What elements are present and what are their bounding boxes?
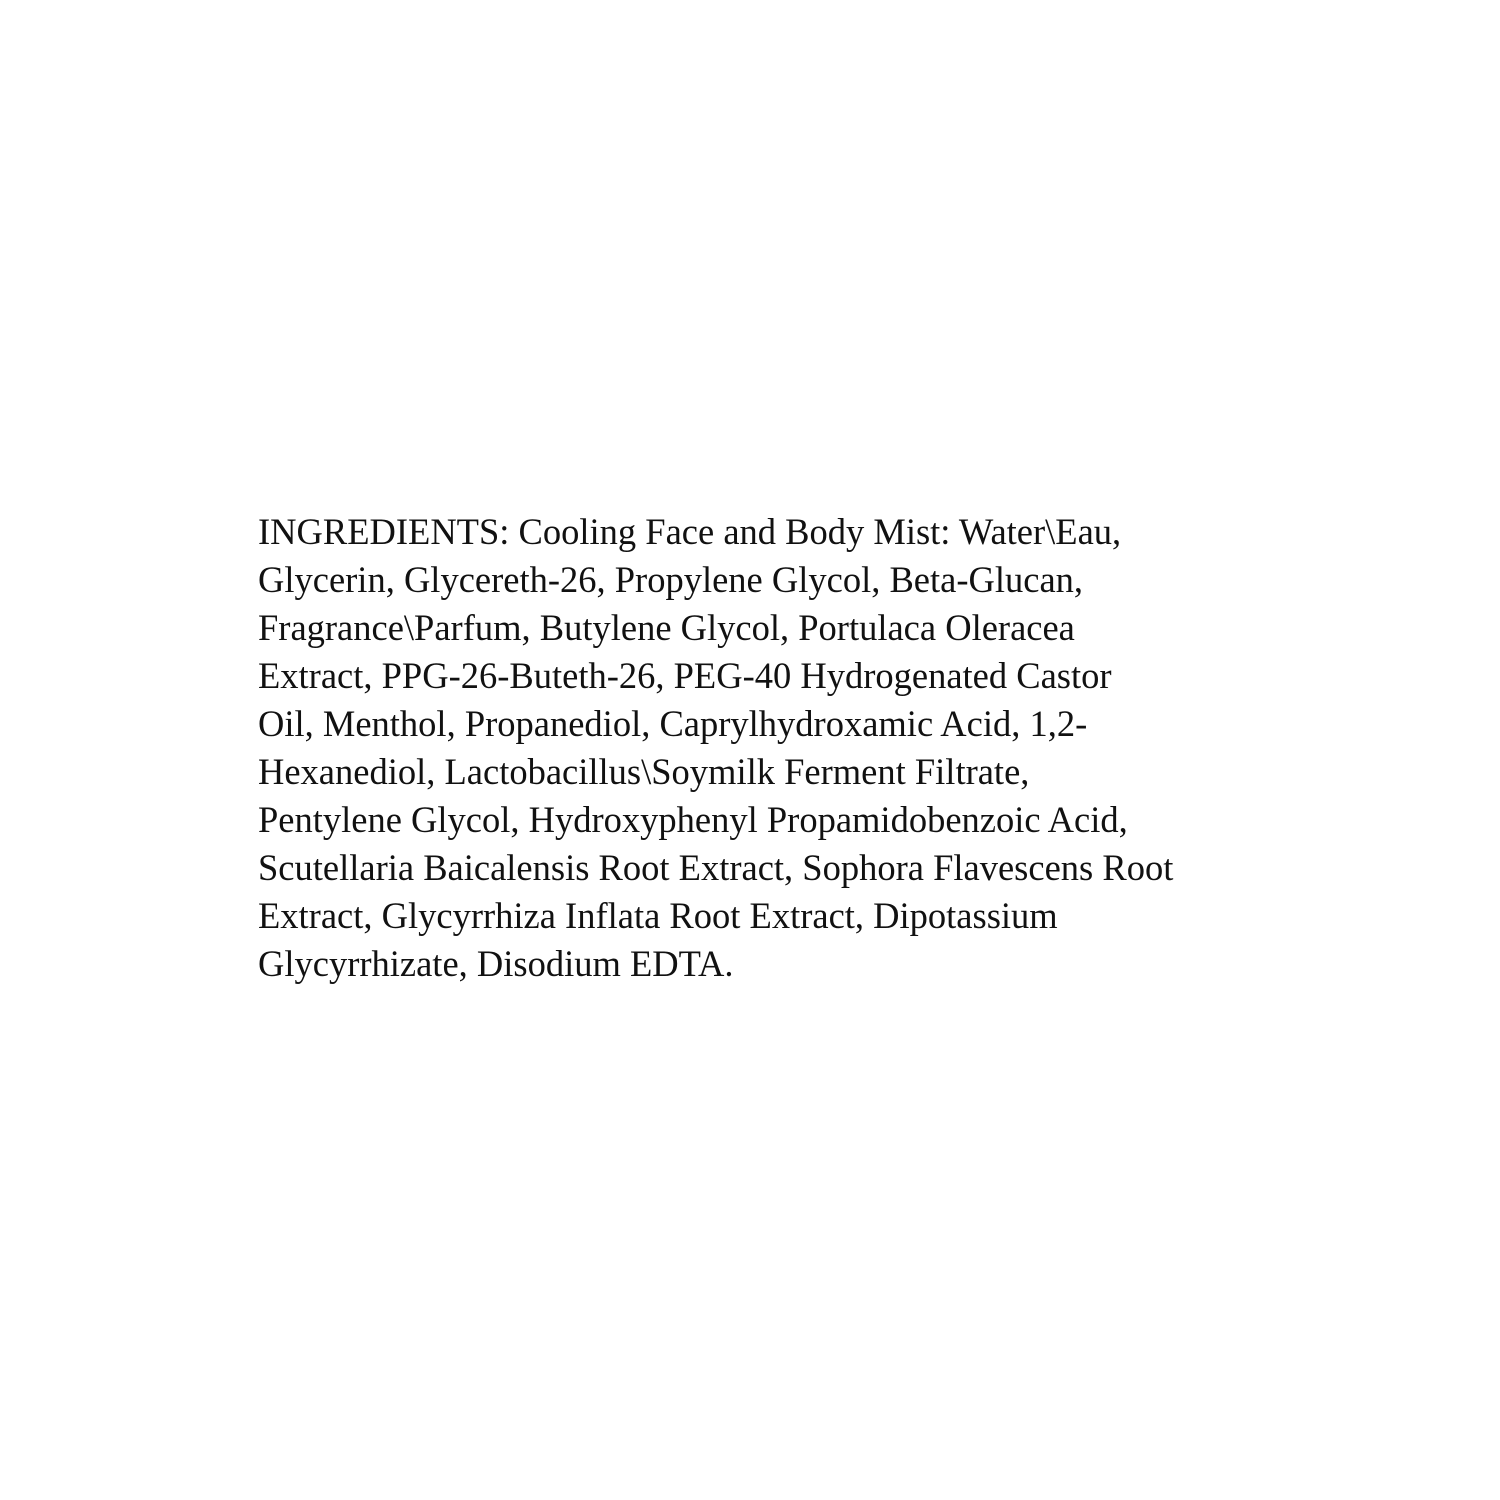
ingredients-line: INGREDIENTS: Cooling Face and Body Mist: Water\Eau, <box>258 511 1122 552</box>
ingredients-line: Oil, Menthol, Propanediol, Caprylhydroxamic Acid, 1,2- <box>258 703 1088 744</box>
ingredients-line: Glycerin, Glycereth-26, Propylene Glycol, Beta-Glucan, <box>258 559 1084 600</box>
ingredients-line: Scutellaria Baicalensis Root Extract, Sophora Flavescens Root <box>258 847 1174 888</box>
ingredients-line: Hexanediol, Lactobacillus\Soymilk Ferment Filtrate, <box>258 751 1030 792</box>
ingredients-text <box>258 508 1268 988</box>
ingredients-line: Extract, Glycyrrhiza Inflata Root Extract, Dipotassium <box>258 895 1058 936</box>
ingredients-line: Pentylene Glycol, Hydroxyphenyl Propamidobenzoic Acid, <box>258 799 1128 840</box>
ingredients-line: Fragrance\Parfum, Butylene Glycol, Portulaca Oleracea <box>258 607 1075 648</box>
ingredients-line: Glycyrrhizate, Disodium EDTA. <box>258 943 734 984</box>
ingredients-line: Extract, PPG-26-Buteth-26, PEG-40 Hydrogenated Castor <box>258 655 1112 696</box>
